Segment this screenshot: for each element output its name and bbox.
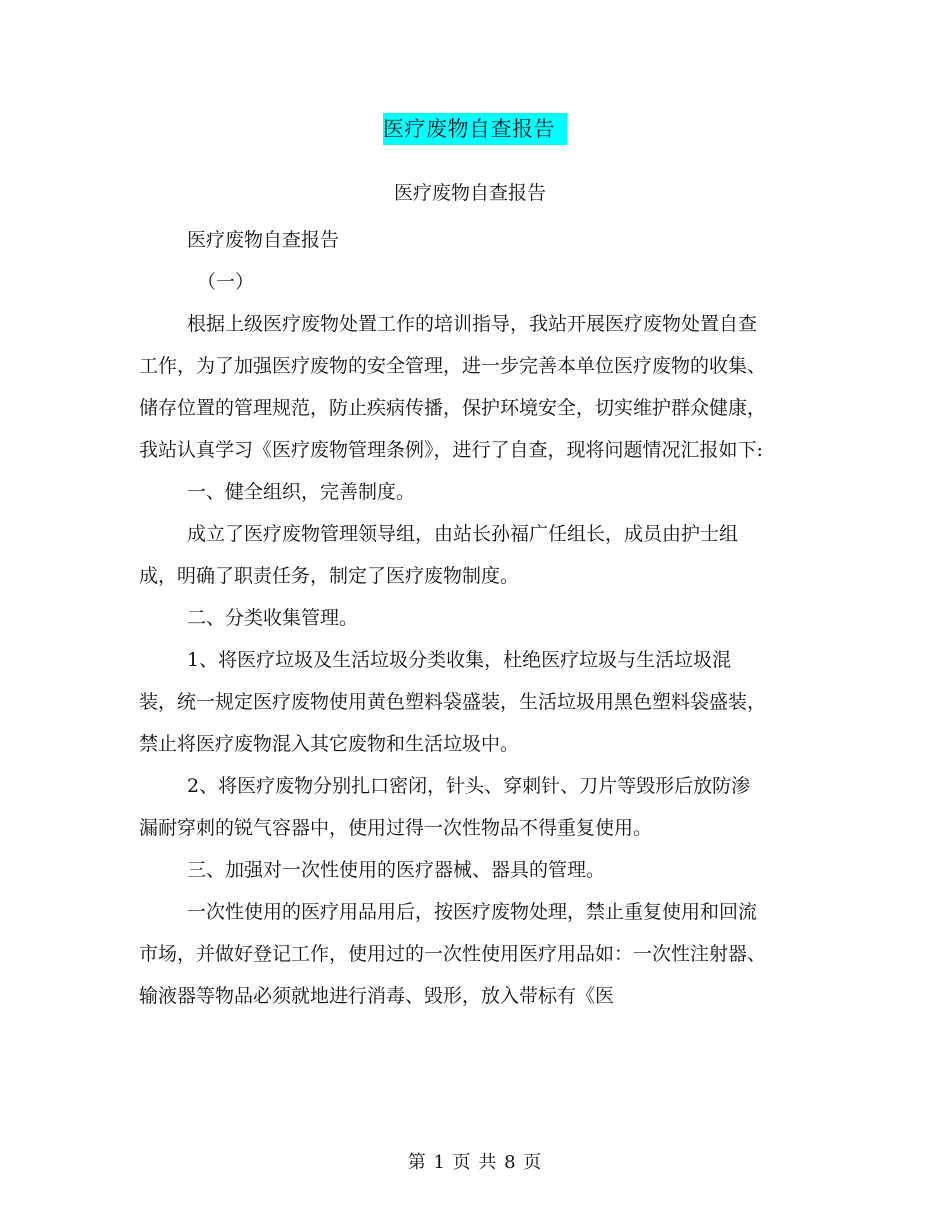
- subtitle: 医疗废物自查报告: [393, 182, 546, 204]
- footer-mid: 页 共: [452, 1152, 498, 1173]
- paragraph-organization: 成立了医疗废物管理领导组，由站长孙福广任组长，成员由护士组成，明确了职责任务，制定了医疗废物制度。: [139, 523, 739, 587]
- footer-current-page: 1: [433, 1152, 446, 1173]
- paragraph-item-1: 1、将医疗垃圾及生活垃圾分类收集，杜绝医疗垃圾与生活垃圾混装，统一规定医疗废物使用黄色塑料袋盛装，生活垃圾用黑色塑料袋盛装，禁止将医疗废物混入其它废物和生活垃圾中。: [139, 649, 767, 755]
- part-marker: （一）: [197, 271, 255, 293]
- paragraph-item-2: 2、将医疗废物分别扎口密闭，针头、穿刺针、刀片等毁形后放防渗漏耐穿刺的锐气容器中，使用过得一次性物品不得重复使用。: [139, 775, 751, 839]
- section-heading-3: 三、加强对一次性使用的医疗器械、器具的管理。: [187, 859, 606, 881]
- paragraph-intro: 根据上级医疗废物处置工作的培训指导，我站开展医疗废物处置自查工作，为了加强医疗废物的安全管理，进一步完善本单位医疗废物的收集、储存位置的管理规范，防止疾病传播，保护环境安全，切实维护群众健康，我站认真学习《医疗废物管理条例》，进行了自查，现将问题情况汇报如下:: [139, 313, 767, 461]
- footer-total-pages: 8: [504, 1152, 517, 1173]
- footer-prefix: 第: [407, 1152, 427, 1173]
- section-heading-2: 二、分类收集管理。: [187, 607, 359, 629]
- highlighted-title: 医疗废物自查报告: [383, 113, 567, 145]
- footer-suffix: 页: [523, 1152, 543, 1173]
- highlighted-title-container: [0, 113, 950, 145]
- document-body: [139, 219, 767, 1017]
- page-footer: [0, 1150, 950, 1176]
- section-heading-1: 一、健全组织，完善制度。: [187, 481, 416, 503]
- paragraph-disposables: 一次性使用的医疗用品用后，按医疗废物处理，禁止重复使用和回流市场，并做好登记工作，使用过的一次性使用医疗用品如：一次性注射器、输液器等物品必须就地进行消毒、毁形，放入带标有《医: [139, 901, 767, 1007]
- heading-paragraph: 医疗废物自查报告: [187, 229, 340, 251]
